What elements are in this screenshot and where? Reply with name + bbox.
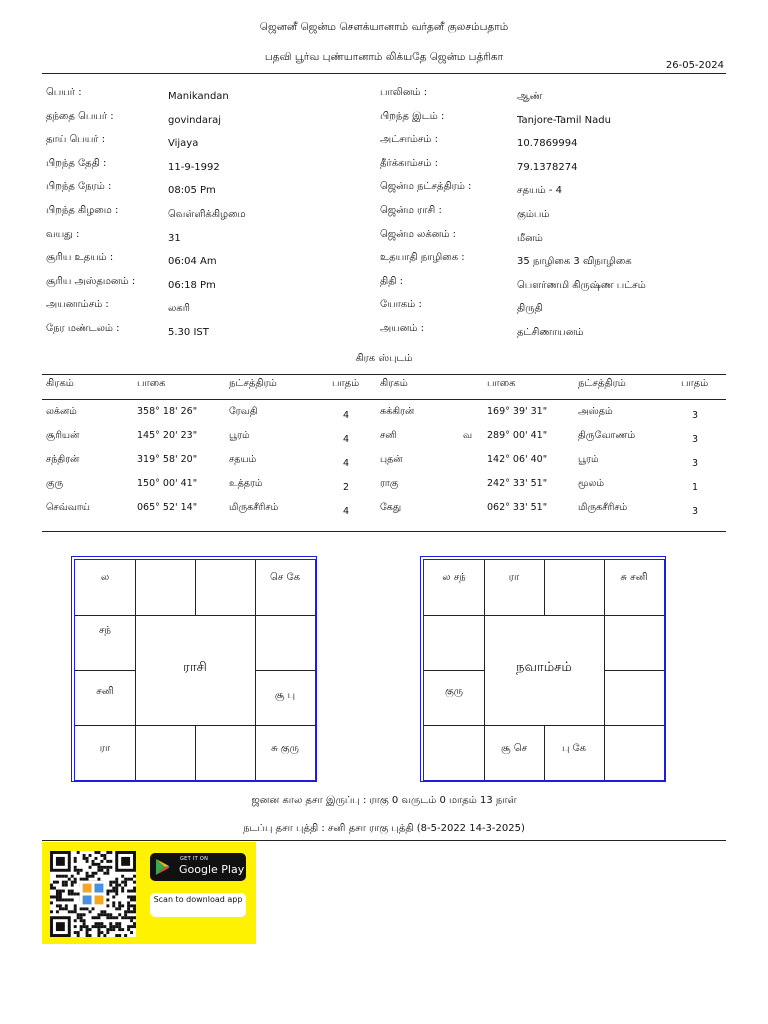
column-header: நட்சத்திரம் — [229, 378, 277, 389]
detail-label: பாலினம் : — [380, 87, 428, 98]
rasi-chart — [71, 556, 317, 782]
detail-label: சூரிய அஸ்தமனம் : — [46, 275, 136, 287]
play-store-icon — [156, 859, 170, 875]
column-header: கிரகம் — [380, 378, 408, 389]
planet-name: சனி — [380, 430, 397, 441]
planet-name: ராகு — [380, 478, 399, 489]
detail-label: நேர மண்டலம் : — [46, 323, 120, 334]
chart-house: சூ செ — [500, 742, 528, 754]
planet-name: குரு — [46, 478, 64, 489]
chart-grid-line — [255, 670, 315, 671]
chart-house: செ கே — [270, 571, 300, 583]
retrograde-marker: வ — [463, 430, 473, 441]
detail-value: 08:05 Pm — [168, 185, 216, 197]
planet-paadam: 3 — [692, 410, 699, 421]
detail-value: 06:18 Pm — [168, 279, 216, 291]
chart-house: சு குரு — [271, 742, 299, 754]
column-header: பாகை — [137, 378, 166, 389]
divider — [42, 73, 726, 74]
detail-label: ஜென்ம ராசி : — [380, 205, 442, 216]
planet-paadam: 4 — [343, 458, 350, 469]
header-line-2: பதவி பூர்வ புண்யானாம் லிக்யதே ஜென்ம பத்ரிகா — [264, 51, 504, 63]
detail-value: Tanjore-Tamil Nadu — [517, 114, 611, 126]
detail-value: வெள்ளிக்கிழமை — [168, 209, 246, 220]
detail-value: ஆண் — [517, 91, 543, 102]
chart-grid-line — [544, 560, 545, 615]
current-dasa: நடப்பு தசா புத்தி : சனி தசா ராகு புத்தி (8-5-2022 14-3-2025) — [243, 823, 525, 834]
planet-name: லக்னம் — [46, 406, 77, 417]
chart-grid-line — [604, 670, 664, 671]
google-play-label: Google Play — [179, 863, 245, 876]
planet-paadam: 3 — [692, 458, 699, 469]
chart-house: ரா — [99, 742, 111, 754]
planet-degree: 358° 18' 26" — [137, 406, 198, 417]
planet-nakshatra: அஸ்தம் — [578, 406, 613, 417]
planet-nakshatra: பூரம் — [229, 430, 250, 441]
detail-label: பிறந்த நேரம் : — [46, 181, 112, 193]
detail-value: Manikandan — [168, 91, 229, 102]
detail-value: Vijaya — [168, 138, 199, 150]
column-header: நட்சத்திரம் — [578, 378, 626, 389]
dasa-iruppu: ஜனன கால தசா இருப்பு : ராகு 0 வருடம் 0 மாதம் 13 நாள் — [251, 795, 517, 806]
detail-value: 06:04 Am — [168, 256, 217, 268]
divider — [42, 531, 726, 532]
column-header: பாதம் — [681, 378, 709, 389]
detail-label: யோகம் : — [380, 299, 422, 311]
detail-label: வயது : — [46, 228, 80, 240]
detail-value: 31 — [168, 232, 181, 244]
detail-label: தந்தை பெயர் : — [46, 110, 114, 122]
detail-label: உதயாதி நாழிகை : — [380, 252, 465, 264]
detail-label: அயனாம்சம் : — [46, 299, 109, 311]
planets-title: கிரக ஸ்புடம் — [355, 353, 413, 364]
detail-label: பிறந்த இடம் : — [380, 110, 445, 122]
chart-grid-line — [424, 670, 484, 671]
planet-name: புதன் — [380, 454, 403, 465]
get-it-on-label: GET IT ON — [180, 856, 209, 862]
planet-degree: 150° 00' 41" — [137, 478, 198, 489]
chart-center-label: ராசி — [183, 660, 207, 675]
detail-label: ஜென்ம லக்னம் : — [380, 228, 457, 240]
detail-value: கும்பம் — [517, 209, 550, 220]
detail-value: 5.30 IST — [168, 327, 209, 338]
divider — [42, 374, 726, 375]
detail-value: 10.7869994 — [517, 138, 578, 150]
column-header: பாகை — [487, 378, 516, 389]
planet-degree: 289° 00' 41" — [487, 430, 548, 441]
detail-label: தீர்க்காம்சம் : — [380, 157, 438, 169]
planet-paadam: 4 — [343, 410, 350, 421]
google-play-button[interactable] — [150, 853, 246, 881]
app-promo-banner[interactable] — [42, 842, 256, 944]
chart-grid-line — [195, 725, 196, 780]
detail-value: govindaraj — [168, 114, 221, 126]
header-line-1: ஜெனனீ ஜென்ம சௌக்யானாம் வர்தனீ குலசம்பதாம் — [259, 21, 509, 33]
report-date: 26-05-2024 — [665, 60, 724, 71]
planet-degree: 142° 06' 40" — [487, 454, 548, 465]
planet-nakshatra: ரேவதி — [229, 406, 258, 417]
detail-value: மீனம் — [517, 232, 543, 244]
planet-name: செவ்வாய் — [46, 502, 90, 513]
detail-label: அயனம் : — [380, 323, 424, 334]
planet-paadam: 3 — [692, 506, 699, 517]
planet-paadam: 1 — [692, 482, 699, 493]
planet-degree: 062° 33' 51" — [487, 502, 548, 513]
planet-nakshatra: பூரம் — [578, 454, 599, 465]
divider — [42, 399, 726, 400]
detail-label: அட்சாம்சம் : — [380, 134, 439, 146]
planet-degree: 169° 39' 31" — [487, 406, 548, 417]
planet-degree: 065° 52' 14" — [137, 502, 198, 513]
planet-degree: 242° 33' 51" — [487, 478, 548, 489]
chart-house: பு கே — [561, 742, 587, 754]
chart-center-label: நவாம்சம் — [516, 660, 572, 675]
chart-house: சந் — [99, 624, 111, 636]
chart-grid-line — [75, 725, 315, 726]
chart-house: சூ பு — [274, 689, 296, 701]
planet-name: சுக்கிரன் — [380, 406, 415, 417]
chart-house: ரா — [508, 571, 520, 583]
planet-degree: 319° 58' 20" — [137, 454, 198, 465]
column-header: கிரகம் — [46, 378, 74, 389]
chart-house: ல — [100, 571, 110, 583]
planet-paadam: 3 — [692, 434, 699, 445]
chart-house: ல சந் — [442, 571, 466, 583]
detail-value: 35 நாழிகை 3 விநாழிகை — [517, 256, 632, 268]
planet-nakshatra: சதயம் — [229, 454, 257, 465]
detail-value: பௌர்ணமி கிருஷ்ண பட்சம் — [517, 279, 646, 291]
detail-label: பெயர் : — [46, 87, 82, 98]
detail-label: திதி : — [380, 275, 403, 287]
planet-nakshatra: உத்தரம் — [229, 478, 263, 489]
detail-label: பிறந்த தேதி : — [46, 157, 107, 169]
planet-paadam: 4 — [343, 506, 350, 517]
detail-label: சூரிய உதயம் : — [46, 252, 114, 264]
detail-label: தாய் பெயர் : — [46, 134, 106, 146]
qr-code-icon[interactable] — [50, 851, 136, 937]
planet-nakshatra: மிருகசீரிசம் — [578, 502, 628, 513]
chart-house: சு சனி — [620, 571, 648, 583]
planet-paadam: 4 — [343, 434, 350, 445]
chart-grid-line — [75, 670, 135, 671]
divider — [42, 840, 726, 841]
planet-name: சூரியன் — [46, 430, 80, 441]
detail-value: சதயம் - 4 — [517, 185, 562, 197]
planet-degree: 145° 20' 23" — [137, 430, 198, 441]
chart-house: சனி — [96, 685, 114, 697]
detail-value: 11-9-1992 — [168, 161, 220, 173]
detail-value: திருதி — [517, 303, 543, 315]
column-header: பாதம் — [332, 378, 360, 389]
detail-value: லகரி — [168, 303, 190, 315]
planet-nakshatra: திருவோணம் — [578, 430, 636, 441]
detail-value: தட்சிணாயனம் — [517, 327, 584, 338]
planet-name: சந்திரன் — [46, 454, 80, 465]
chart-house: குரு — [444, 685, 464, 697]
detail-label: பிறந்த கிழமை : — [46, 205, 119, 216]
planet-name: கேது — [380, 502, 402, 513]
chart-grid-line — [424, 615, 664, 616]
detail-value: 79.1378274 — [517, 161, 578, 173]
navamsa-chart — [420, 556, 666, 782]
planet-nakshatra: மிருகசீரிசம் — [229, 502, 279, 513]
scan-to-download-label: Scan to download app — [150, 893, 246, 917]
chart-grid-line — [75, 615, 315, 616]
chart-grid-line — [424, 725, 664, 726]
detail-label: ஜென்ம நட்சத்திரம் : — [380, 181, 472, 193]
chart-grid-line — [195, 560, 196, 615]
planet-paadam: 2 — [343, 482, 350, 493]
planet-nakshatra: மூலம் — [578, 478, 605, 489]
